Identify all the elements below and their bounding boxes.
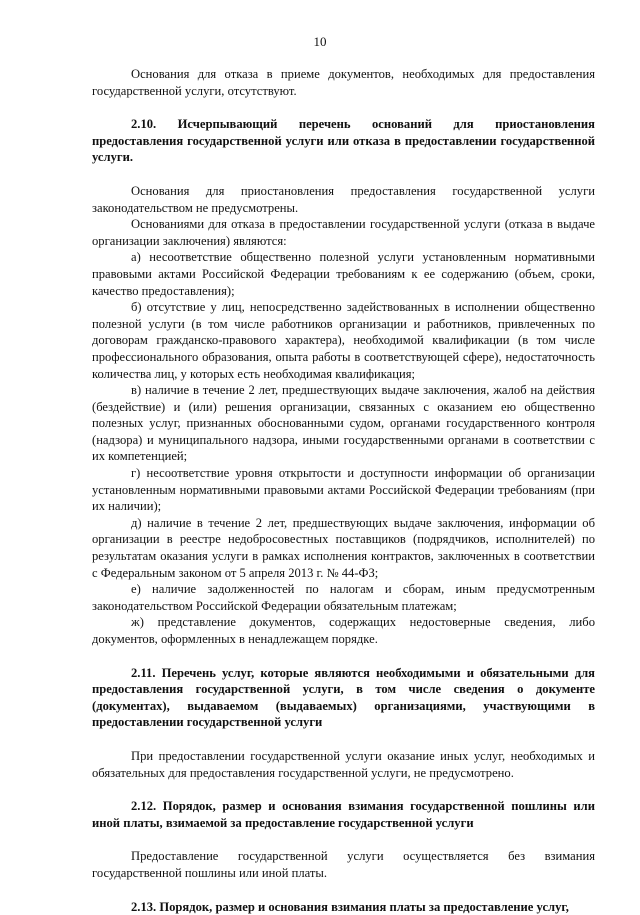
section-2-11-heading: 2.11. Перечень услуг, которые являются необходимыми и обязательными для предоставления государственной услуги, в том числе сведения о документе (документах), выдаваемом (выдаваемых) организациями, участвующими в предоставлении государственной услуги bbox=[92, 665, 595, 730]
section-2-11-paragraph: При предоставлении государственной услуги оказание иных услуг, необходимых и обязательных для предоставления государственной услуги, не предусмотрено. bbox=[92, 748, 595, 780]
section-2-12-paragraph: Предоставление государственной услуги осуществляется без взимания государственной пошлины или иной платы. bbox=[92, 849, 595, 880]
intro-paragraph: Основания для отказа в приеме документов, необходимых для предоставления государственной услуги, отсутствуют. bbox=[92, 67, 595, 98]
section-2-12-heading: 2.12. Порядок, размер и основания взимания государственной пошлины или иной платы, взимаемой за предоставление государственной услуги bbox=[92, 799, 595, 830]
list-item-v: в) наличие в течение 2 лет, предшествующих выдаче заключения, жалоб на действия (бездействие) и (или) решения организации, связанных с оказанием ею общественно полезных услуг, признанных обоснованными судом, органами государственного контроля (надзора) и муниципального надзора, иными государственными органами в соответствии с их компетенцией; bbox=[92, 383, 595, 464]
list-item-e: е) наличие задолженностей по налогам и сборам, иным предусмотренным законодательством Российской Федерации обязательным платежам; bbox=[92, 582, 595, 613]
list-item-b: б) отсутствие у лиц, непосредственно задействованных в исполнении общественно полезной услуги (в том числе работников организации и работников, привлеченных по договорам гражданско-правового характера), необходимой квалификации (в том числе профессионального образования, опыта работы в соответствующей сфере), недостаточность количества лиц, у которых есть необходимая квалификация; bbox=[92, 300, 595, 381]
document-page bbox=[92, 0, 595, 915]
section-2-13-heading: 2.13. Порядок, размер и основания взимания платы за предоставление услуг, bbox=[131, 899, 569, 914]
section-2-10-paragraph-2: Основаниями для отказа в предоставлении государственной услуги (отказа в выдаче организации заключения) являются: bbox=[92, 217, 595, 248]
list-item-d: д) наличие в течение 2 лет, предшествующих выдаче заключения, информации об организации в реестре недобросовестных поставщиков (подрядчиков, исполнителей) по результатам оказания услуги в рамках исполнения контрактов, заключенных в соответствии с Федеральным законом от 5 апреля 2013 г. № 44-ФЗ; bbox=[92, 515, 595, 580]
list-item-zh: ж) представление документов, содержащих недостоверные сведения, либо документов, оформленных в ненадлежащем порядке. bbox=[92, 615, 595, 646]
list-item-a: а) несоответствие общественно полезной услуги установленным нормативными правовыми актами Российской Федерации требованиям к ее содержанию (объем, сроки, качество предоставления); bbox=[92, 250, 595, 298]
page-number: 10 bbox=[313, 34, 327, 49]
section-2-10-paragraph-1: Основания для приостановления предоставления государственной услуги законодательством не предусмотрены. bbox=[92, 183, 595, 215]
list-item-g: г) несоответствие уровня открытости и доступности информации об организации установленным нормативными правовыми актами Российской Федерации требованиям (при их наличии); bbox=[92, 466, 595, 514]
section-2-10-heading: 2.10. Исчерпывающий перечень оснований для приостановления предоставления государственной услуги или отказа в предоставлении государственной услуги. bbox=[92, 117, 595, 165]
